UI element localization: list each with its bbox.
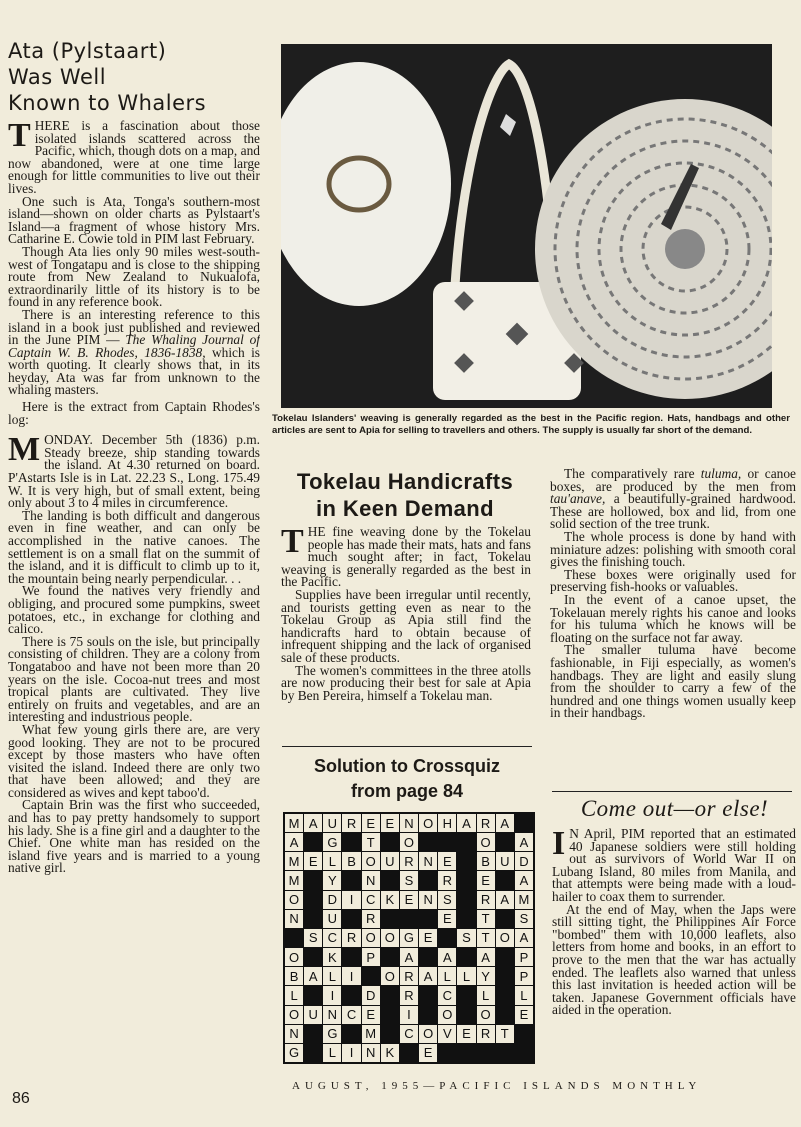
crossword-letter-cell: R xyxy=(342,814,360,832)
crossword-black-cell xyxy=(457,891,475,909)
crossword-letter-cell: O xyxy=(362,929,380,947)
crossword-black-cell xyxy=(496,986,514,1004)
paragraph: HE fine weaving done by the Tokelau people has made their mats, hats and fans much sought after; in fact, Tokelau weaving is generally regarded as the best in the Pacific. xyxy=(281,524,531,590)
crossword-letter-cell: L xyxy=(457,967,475,985)
crossword-letter-cell: M xyxy=(285,814,303,832)
paragraph: The whole process is done by hand with miniature adzes: polishing with smooth coral gives the finishing touch. xyxy=(550,528,796,570)
paragraph: These boxes were originally used for preserving fish-hooks or valuables. xyxy=(550,566,796,595)
crossword-black-cell xyxy=(457,1006,475,1024)
crossword-letter-cell: O xyxy=(496,929,514,947)
crossword-letter-cell: O xyxy=(285,1006,303,1024)
crossword-black-cell xyxy=(438,1044,456,1062)
come-out-article-body xyxy=(552,825,796,1018)
crossword-letter-cell: U xyxy=(304,1006,322,1024)
crossword-letter-cell: R xyxy=(477,891,495,909)
crossword-letter-cell: E xyxy=(419,929,437,947)
crossword-black-cell xyxy=(457,910,475,928)
crossword-black-cell xyxy=(342,948,360,966)
crossword-letter-cell: R xyxy=(400,986,418,1004)
tokelau-article-title xyxy=(280,468,530,522)
crossword-black-cell xyxy=(496,967,514,985)
crossword-black-cell xyxy=(438,833,456,851)
crossword-letter-cell: C xyxy=(323,929,341,947)
ata-article-body xyxy=(8,120,260,1075)
crossword-letter-cell: R xyxy=(438,871,456,889)
crossword-black-cell xyxy=(381,833,399,851)
crossword-letter-cell: E xyxy=(515,1006,533,1024)
paragraph: Though Ata lies only 90 miles west-south-west of Tongatapu and is close to the shipping route from New Zealand to Nukualofa, extraordinarily little of its history is to be found in any reference book. xyxy=(8,243,260,310)
crossword-letter-cell: Y xyxy=(477,967,495,985)
crossword-letter-cell: R xyxy=(477,1025,495,1043)
crossword-letter-cell: O xyxy=(419,814,437,832)
paragraph: We found the natives very friendly and obliging, and procured some pumpkins, sweet potatoes, etc., in exchange for clothing and calico. xyxy=(8,583,260,637)
crossword-black-cell xyxy=(342,1025,360,1043)
crossword-letter-cell: A xyxy=(477,948,495,966)
crossword-letter-cell: N xyxy=(419,852,437,870)
crossword-letter-cell: O xyxy=(362,852,380,870)
crossword-letter-cell: O xyxy=(477,833,495,851)
crossword-black-cell xyxy=(496,1044,514,1062)
crossword-letter-cell: N xyxy=(362,1044,380,1062)
crossword-letter-cell: T xyxy=(496,1025,514,1043)
crossword-letter-cell: E xyxy=(457,1025,475,1043)
crossword-letter-cell: S xyxy=(438,891,456,909)
page-number: 86 xyxy=(12,1090,30,1107)
crossword-letter-cell: O xyxy=(477,1006,495,1024)
paragraph: There is an interesting reference to this island in a book just published and reviewed in the June PIM — The Whaling Journal of Captain W. B. Rhodes, 1836-1838, which is worth quoting. It clearly shows that, in its heyday, Ata was far from unknown to the whaling masters. xyxy=(8,306,260,398)
paragraph: What few young girls there are, are very good looking. They are not to be procured except by those masters who have often visited the island. Indeed there are only two that have been allowed; and they are considered as wives and kept taboo'd. xyxy=(8,721,260,800)
crossword-grid xyxy=(283,812,535,1064)
crossword-black-cell xyxy=(457,948,475,966)
crossword-letter-cell: N xyxy=(285,1025,303,1043)
crossword-letter-cell: C xyxy=(438,986,456,1004)
crossword-letter-cell: D xyxy=(323,891,341,909)
title-line: Tokelau Handicrafts xyxy=(296,469,514,494)
crossword-letter-cell: A xyxy=(304,967,322,985)
crossword-black-cell xyxy=(304,1025,322,1043)
crossword-letter-cell: E xyxy=(400,891,418,909)
paragraph: HERE is a fascination about those isolated islands scattered across the Pacific, which, though dots on a map, and now abandoned, were at one time large enough for little communities to live out their lives. xyxy=(8,120,260,196)
paragraph: One such is Ata, Tonga's southern-most island—shown on older charts as Pylstaart's Island—a fragment of whose history Mrs. Catharine E. Cowie told in PIM last February. xyxy=(8,193,260,247)
crossword-black-cell xyxy=(438,929,456,947)
crossword-letter-cell: E xyxy=(362,814,380,832)
crossword-letter-cell: A xyxy=(515,833,533,851)
crossword-black-cell xyxy=(304,910,322,928)
crossword-letter-cell: O xyxy=(381,967,399,985)
crossword-letter-cell: K xyxy=(381,891,399,909)
crossword-letter-cell: N xyxy=(419,891,437,909)
crossword-letter-cell: A xyxy=(304,814,322,832)
crossword-letter-cell: E xyxy=(419,1044,437,1062)
crossword-letter-cell: O xyxy=(285,948,303,966)
paragraph: The women's committees in the three atolls are now producing their best for sale at Apia by Ben Pereira, himself a Tokelau man. xyxy=(281,662,531,703)
weaving-photo xyxy=(281,44,772,408)
title-line: Known to Whalers xyxy=(8,91,207,115)
crossword-letter-cell: M xyxy=(362,1025,380,1043)
crossword-letter-cell: N xyxy=(362,871,380,889)
crossword-letter-cell: N xyxy=(323,1006,341,1024)
crossword-letter-cell: E xyxy=(362,1006,380,1024)
crossword-letter-cell: H xyxy=(438,814,456,832)
crossword-letter-cell: U xyxy=(323,814,341,832)
crossword-letter-cell: A xyxy=(457,814,475,832)
paragraph: N April, PIM reported that an estimated 40 Japanese soldiers were still holding out as survivors of World War II on Lubang Island, 80 miles from Manila, and that attempts were being made with a loud-hailer to coax them to surrender. xyxy=(552,826,796,904)
crossword-letter-cell: S xyxy=(400,871,418,889)
crossword-letter-cell: M xyxy=(515,891,533,909)
crossword-letter-cell: B xyxy=(342,852,360,870)
crossword-letter-cell: Y xyxy=(323,871,341,889)
crossword-letter-cell: G xyxy=(323,1025,341,1043)
paragraph: The landing is both difficult and dangerous even in fine weather, and can only be accomplished in the native canoes. The settlement is on a small flat on the summit of the island, and it is difficult to climb up to it, the mountain being nearly perpendicular. . . xyxy=(8,507,260,586)
paragraph: Captain Brin was the first who succeeded, and has to pay pretty handsomely to support his lady. She is a fine girl and a daughter to the Chief. One white man has resided on the island five years and is married to a young native girl. xyxy=(8,797,260,876)
crossword-letter-cell: E xyxy=(381,814,399,832)
crossword-letter-cell: B xyxy=(477,852,495,870)
crossword-letter-cell: M xyxy=(285,852,303,870)
crossword-letter-cell: K xyxy=(323,948,341,966)
crossword-letter-cell: O xyxy=(419,1025,437,1043)
crossword-letter-cell: A xyxy=(285,833,303,851)
title-line: Ata (Pylstaart) xyxy=(8,39,167,63)
crossword-letter-cell: E xyxy=(438,852,456,870)
crossword-letter-cell: E xyxy=(477,871,495,889)
crossword-letter-cell: A xyxy=(496,814,514,832)
crossword-black-cell xyxy=(381,871,399,889)
paragraph: Supplies have been irregular until recently, and tourists getting even as near to the Tokelau Group as Apia still find the handicrafts hard to obtain because of infrequent shipping and the lack of organised sale of these products. xyxy=(281,586,531,665)
crossword-black-cell xyxy=(477,1044,495,1062)
crossword-black-cell xyxy=(342,871,360,889)
crossword-letter-cell: O xyxy=(285,891,303,909)
crossword-letter-cell: P xyxy=(515,948,533,966)
paragraph: The smaller tuluma have become fashionable, in Fiji especially, as women's handbags. They are light and easily slung from the shoulder to carry a few of the hundred and one things women usually keep in their handbags. xyxy=(550,642,796,721)
crossword-black-cell xyxy=(419,833,437,851)
book-title: The Whaling Journal of Captain W. B. Rhodes, 1836-1838, xyxy=(8,332,260,360)
crossword-letter-cell: U xyxy=(323,910,341,928)
crossword-black-cell xyxy=(381,1025,399,1043)
crossword-black-cell xyxy=(381,986,399,1004)
crossword-letter-cell: B xyxy=(285,967,303,985)
crossword-letter-cell: C xyxy=(400,1025,418,1043)
ata-article-title xyxy=(8,38,263,116)
paragraph: Here is the extract from Captain Rhodes's log: xyxy=(8,399,260,427)
crossword-black-cell xyxy=(457,852,475,870)
crossword-black-cell xyxy=(381,948,399,966)
crossword-letter-cell: T xyxy=(362,833,380,851)
crossword-black-cell xyxy=(419,986,437,1004)
crossword-black-cell xyxy=(457,1044,475,1062)
crossword-letter-cell: I xyxy=(342,1044,360,1062)
crossword-black-cell xyxy=(304,871,322,889)
crossword-letter-cell: N xyxy=(400,814,418,832)
crossword-black-cell xyxy=(304,891,322,909)
paragraph: At the end of May, when the Japs were still sitting tight, the Philippines Air Force "bombed" them with 10,000 leaflets, also letters from home and books, in an effort to prove to the men that the war has actually ended. The leaflets also warned that unless this last invitation is heeded action will be taken. Japanese Government officials have aided in the operation. xyxy=(552,901,796,1018)
crossword-black-cell xyxy=(304,833,322,851)
crossword-letter-cell: E xyxy=(438,910,456,928)
crossword-letter-cell: R xyxy=(362,910,380,928)
crossword-letter-cell: S xyxy=(515,910,533,928)
crossword-black-cell xyxy=(496,1006,514,1024)
crossword-letter-cell: A xyxy=(496,891,514,909)
crossword-letter-cell: P xyxy=(515,967,533,985)
title-line: Solution to Crossquiz xyxy=(314,756,500,776)
crossword-letter-cell: G xyxy=(323,833,341,851)
crossword-letter-cell: I xyxy=(342,967,360,985)
paragraph: ONDAY. December 5th (1836) p.m. Steady breeze, ship standing towards the island. At 4.30 returned on board. P'Astarts Isle is in Lat. 22.23 S., Long. 175.49 W. It is very high, but of small extent, being only about 3 to 4 miles in circumference. xyxy=(8,432,260,511)
crossword-letter-cell: M xyxy=(285,871,303,889)
crossword-letter-cell: G xyxy=(400,929,418,947)
crossword-letter-cell: O xyxy=(400,833,418,851)
crossword-letter-cell: A xyxy=(515,929,533,947)
crossword-letter-cell: T xyxy=(477,910,495,928)
crossword-letter-cell: L xyxy=(323,852,341,870)
crossword-letter-cell: R xyxy=(400,852,418,870)
crossword-black-cell xyxy=(362,967,380,985)
crossword-black-cell xyxy=(304,948,322,966)
crossword-black-cell xyxy=(515,1044,533,1062)
crossword-black-cell xyxy=(419,871,437,889)
dropcap: T xyxy=(8,120,31,154)
crossword-letter-cell: A xyxy=(400,948,418,966)
come-out-title: Come out—or else! xyxy=(580,796,769,821)
crossword-black-cell xyxy=(515,814,533,832)
crossword-letter-cell: I xyxy=(400,1006,418,1024)
crossword-letter-cell: A xyxy=(438,948,456,966)
crossword-letter-cell: A xyxy=(515,871,533,889)
crossword-black-cell xyxy=(304,1044,322,1062)
crossword-black-cell xyxy=(419,910,437,928)
crossword-black-cell xyxy=(342,833,360,851)
crossword-black-cell xyxy=(457,833,475,851)
crossword-letter-cell: V xyxy=(438,1025,456,1043)
crossword-black-cell xyxy=(419,948,437,966)
crossword-black-cell xyxy=(515,1025,533,1043)
crossword-letter-cell: C xyxy=(362,891,380,909)
crossword-black-cell xyxy=(496,833,514,851)
dropcap: M xyxy=(8,431,41,469)
crossword-letter-cell: L xyxy=(323,967,341,985)
crossword-letter-cell: A xyxy=(419,967,437,985)
crossword-black-cell xyxy=(419,1006,437,1024)
crossword-black-cell xyxy=(381,910,399,928)
crossquiz-title xyxy=(282,754,532,804)
crossword-black-cell xyxy=(285,929,303,947)
dropcap: T xyxy=(281,523,304,560)
crossword-letter-cell: U xyxy=(381,852,399,870)
title-line: in Keen Demand xyxy=(316,496,494,521)
crossword-black-cell xyxy=(400,1044,418,1062)
running-footer: AUGUST, 1955—PACIFIC ISLANDS MONTHLY xyxy=(292,1080,702,1092)
crossword-black-cell xyxy=(457,986,475,1004)
crossword-letter-cell: L xyxy=(515,986,533,1004)
crossword-black-cell xyxy=(400,910,418,928)
crossword-letter-cell: R xyxy=(342,929,360,947)
crossword-letter-cell: N xyxy=(285,910,303,928)
paragraph: In the event of a canoe upset, the Tokelauan merely rights his canoe and looks for his tuluma which he knows will be floating on the surface not far away. xyxy=(550,591,796,645)
crossword-letter-cell: O xyxy=(438,1006,456,1024)
crossword-black-cell xyxy=(457,871,475,889)
tokelau-article-col2 xyxy=(550,468,796,720)
crossword-letter-cell: L xyxy=(477,986,495,1004)
paragraph: There is 75 souls on the isle, but principally consisting of children. They are a colony from Tongataboo and have not been more than 20 years on the isle. Cocoa-nut trees and most tropical plants are cultivated. They live entirely on fruits and vegetables, and are an interesting and industrious people. xyxy=(8,633,260,725)
crossword-letter-cell: D xyxy=(362,986,380,1004)
crossword-letter-cell: K xyxy=(381,1044,399,1062)
crossword-letter-cell: I xyxy=(342,891,360,909)
crossword-letter-cell: L xyxy=(285,986,303,1004)
crossword-letter-cell: S xyxy=(304,929,322,947)
crossword-black-cell xyxy=(381,1006,399,1024)
crossword-black-cell xyxy=(496,871,514,889)
crossword-black-cell xyxy=(342,986,360,1004)
section-divider xyxy=(282,746,532,747)
crossword-black-cell xyxy=(342,910,360,928)
title-line: from page 84 xyxy=(350,781,464,801)
crossword-letter-cell: S xyxy=(457,929,475,947)
tokelau-article-col1 xyxy=(281,523,531,703)
crossword-black-cell xyxy=(304,986,322,1004)
crossword-letter-cell: G xyxy=(285,1044,303,1062)
crossword-letter-cell: E xyxy=(304,852,322,870)
crossword-letter-cell: U xyxy=(496,852,514,870)
crossword-letter-cell: P xyxy=(362,948,380,966)
section-divider xyxy=(552,791,792,792)
weaving-photo-illustration xyxy=(281,44,772,408)
photo-caption: Tokelau Islanders' weaving is generally regarded as the best in the Pacific region. Hats, handbags and other articles are sent to Apia for selling to travellers and others. The supply is usually far short of the demand. xyxy=(272,413,790,436)
crossword-letter-cell: D xyxy=(515,852,533,870)
crossword-letter-cell: C xyxy=(342,1006,360,1024)
paragraph: The comparatively rare tuluma, or canoe boxes, are produced by the men from tau'anave, a beautifully-grained hardwood. These are hollowed, box and lid, from one solid section of the tree trunk. xyxy=(550,466,796,532)
crossword-letter-cell: T xyxy=(477,929,495,947)
crossword-black-cell xyxy=(496,910,514,928)
crossword-letter-cell: L xyxy=(438,967,456,985)
dropcap: I xyxy=(552,825,566,862)
crossword-black-cell xyxy=(496,948,514,966)
crossword-letter-cell: L xyxy=(323,1044,341,1062)
crossword-letter-cell: R xyxy=(477,814,495,832)
title-line: Was Well xyxy=(8,65,107,89)
crossword-letter-cell: R xyxy=(400,967,418,985)
crossword-letter-cell: O xyxy=(381,929,399,947)
crossword-letter-cell: I xyxy=(323,986,341,1004)
